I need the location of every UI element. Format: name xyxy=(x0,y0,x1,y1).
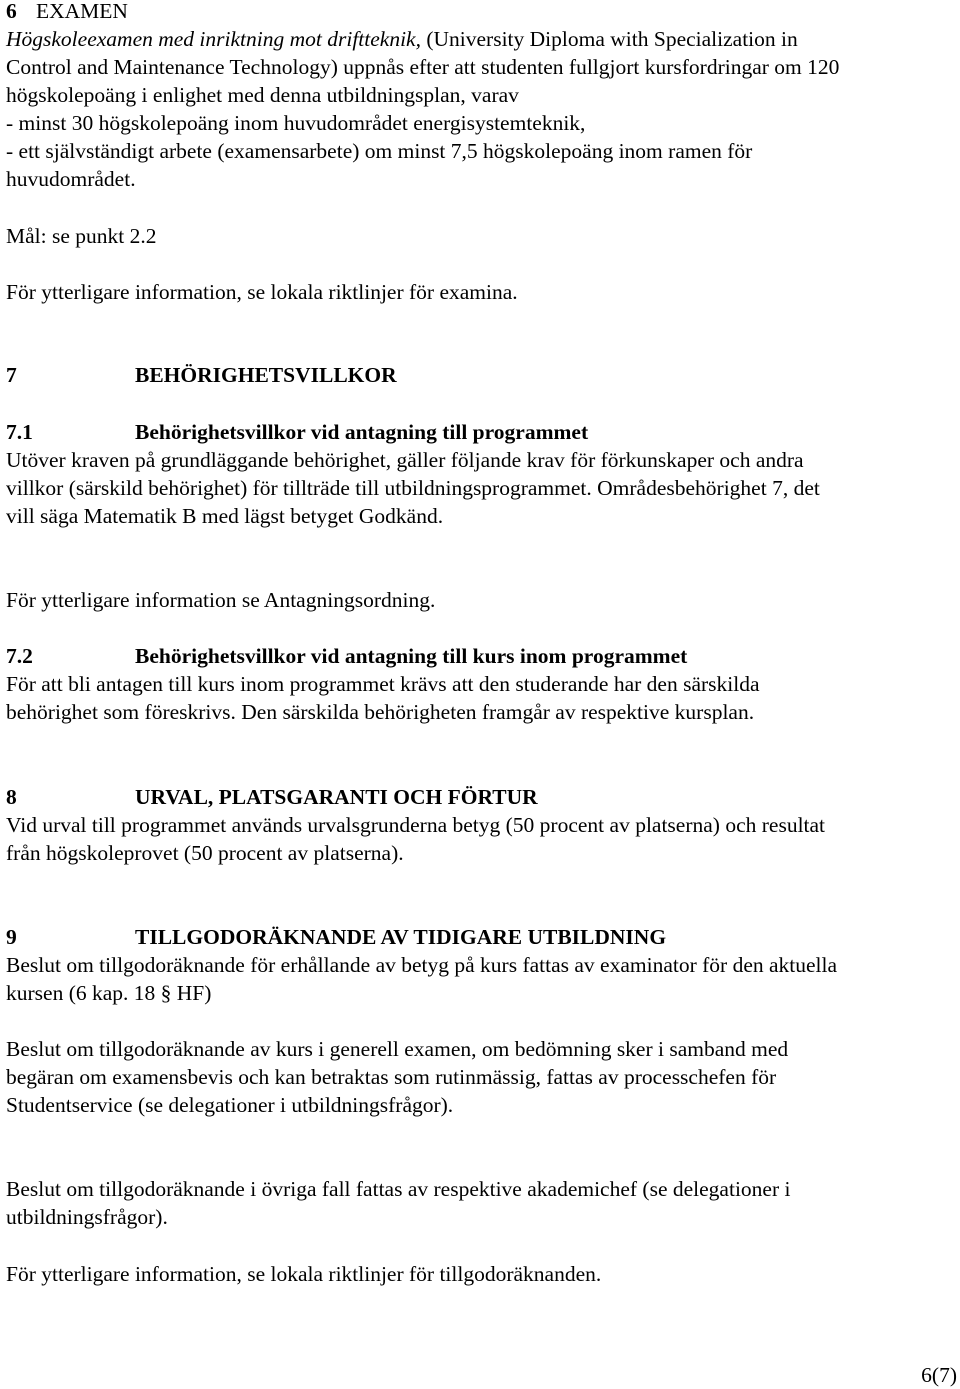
paragraph-line: villkor (särskild behörighet) för tillträde till utbildningsprogrammet. Områdesbehörighet 7, det xyxy=(6,476,820,500)
goal-reference xyxy=(6,222,951,250)
goal-text: Mål: se punkt 2.2 xyxy=(6,224,157,248)
paragraph-line: Beslut om tillgodoräknande av kurs i generell examen, om bedömning sker i samband med xyxy=(6,1037,789,1061)
section-7-1 xyxy=(6,418,951,530)
section-9 xyxy=(6,923,951,1007)
info-text: För ytterligare information se Antagningsordning. xyxy=(6,588,436,612)
paragraph-line: begäran om examensbevis och kan betraktas som rutinmässig, fattas av processchefen för xyxy=(6,1065,777,1089)
paragraph-line: Studentservice (se delegationer i utbildningsfrågor). xyxy=(6,1093,454,1117)
section-number: 8 xyxy=(6,785,17,809)
paragraph-line: Control and Maintenance Technology) uppnås efter att studenten fullgjort kursfordringar om 120 xyxy=(6,55,840,79)
section-title: TILLGODORÄKNANDE AV TIDIGARE UTBILDNING xyxy=(135,925,667,949)
info-line xyxy=(6,586,951,614)
paragraph-line: högskolepoäng i enlighet med denna utbildningsplan, varav xyxy=(6,83,519,107)
info-text: För ytterligare information, se lokala riktlinjer för tillgodoräknanden. xyxy=(6,1262,602,1286)
info-line xyxy=(6,278,951,306)
page-number: 6(7) xyxy=(921,1363,957,1387)
info-text: För ytterligare information, se lokala riktlinjer för examina. xyxy=(6,280,518,304)
paragraph-line: från högskoleprovet (50 procent av platserna). xyxy=(6,841,404,865)
section-title: BEHÖRIGHETSVILLKOR xyxy=(135,363,397,387)
subsection-number: 7.2 xyxy=(6,644,33,668)
paragraph-line: behörighet som föreskrivs. Den särskilda behörigheten framgår av respektive kursplan. xyxy=(6,700,755,724)
section-title: URVAL, PLATSGARANTI OCH FÖRTUR xyxy=(135,785,538,809)
paragraph-line: huvudområdet. xyxy=(6,167,136,191)
paragraph-line: kursen (6 kap. 18 § HF) xyxy=(6,981,212,1005)
subsection-number: 7.1 xyxy=(6,420,33,444)
paragraph-line: För att bli antagen till kurs inom programmet krävs att den studerande har den särskilda xyxy=(6,672,760,696)
paragraph-line: - ett självständigt arbete (examensarbete) om minst 7,5 högskolepoäng inom ramen för xyxy=(6,139,753,163)
section-6-heading xyxy=(6,0,951,25)
paragraph-line: Beslut om tillgodoräknande för erhållande av betyg på kurs fattas av examinator för den aktuella xyxy=(6,953,838,977)
subsection-heading xyxy=(6,418,951,446)
paragraph xyxy=(6,1035,951,1119)
degree-english: (University Diploma with Specialization in xyxy=(420,27,798,51)
section-title: EXAMEN xyxy=(36,0,128,23)
subsection-title: Behörighetsvillkor vid antagning till kurs inom programmet xyxy=(135,644,688,668)
section-number: 6 xyxy=(6,0,17,23)
section-number: 7 xyxy=(6,363,17,387)
section-8 xyxy=(6,783,951,867)
section-number: 9 xyxy=(6,925,17,949)
paragraph-line: Utöver kraven på grundläggande behörighet, gäller följande krav för förkunskaper och andra xyxy=(6,448,804,472)
paragraph xyxy=(6,1175,951,1231)
paragraph-line xyxy=(6,25,951,53)
subsection-title: Behörighetsvillkor vid antagning till programmet xyxy=(135,420,589,444)
paragraph-line: vill säga Matematik B med lägst betyget Godkänd. xyxy=(6,504,444,528)
paragraph-line: - minst 30 högskolepoäng inom huvudområdet energisystemteknik, xyxy=(6,111,586,135)
section-7-heading xyxy=(6,361,951,389)
section-6 xyxy=(6,0,951,193)
paragraph-line: Beslut om tillgodoräknande i övriga fall fattas av respektive akademichef (se delegationer i xyxy=(6,1177,791,1201)
section-7-2 xyxy=(6,642,951,726)
degree-name: Högskoleexamen med inriktning mot driftteknik, xyxy=(6,27,421,51)
section-heading xyxy=(6,923,951,951)
subsection-heading xyxy=(6,642,951,670)
info-line xyxy=(6,1260,951,1288)
paragraph-line: utbildningsfrågor). xyxy=(6,1205,168,1229)
section-heading xyxy=(6,783,951,811)
paragraph-line: Vid urval till programmet används urvalsgrunderna betyg (50 procent av platserna) och resultat xyxy=(6,813,826,837)
